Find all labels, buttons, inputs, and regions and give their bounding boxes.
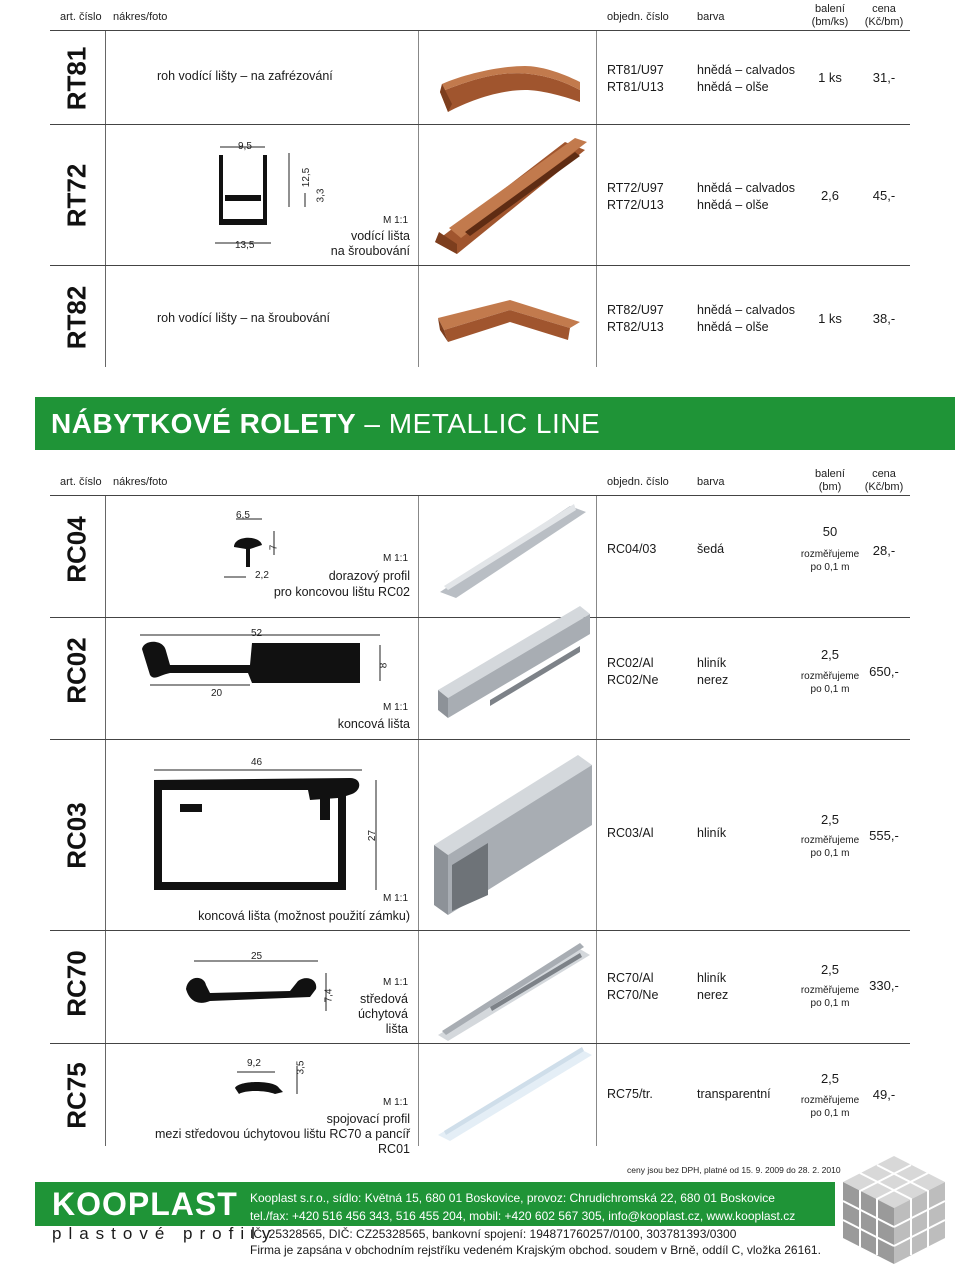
- code-rc70: RC70: [61, 950, 92, 1017]
- photo-rt72: [425, 132, 595, 262]
- order-code: RT81/U13: [607, 80, 664, 94]
- company-logo: KOOPLAST: [52, 1186, 238, 1222]
- code-rt82: RT82: [61, 285, 92, 350]
- footer-line-4: Firma je zapsána v obchodním rejstříku vedeném Krajským obchod. soudem v Brně, oddíl C, vložka 26161.: [250, 1243, 821, 1257]
- header2-rule: [50, 495, 910, 496]
- color-name: hnědá – calvados: [697, 181, 795, 195]
- dim-rc04-a: 6,5: [236, 510, 250, 521]
- header-baleni-2: (bm/ks): [811, 16, 849, 28]
- pack-note-line: po 0,1 m: [810, 1108, 850, 1119]
- desc-line: mezi středovou úchytovou lištu RC70 a pancíř RC01: [155, 1127, 410, 1156]
- orders-rt81: [607, 62, 664, 96]
- header2-nakres: nákres/foto: [113, 476, 168, 488]
- company-logo-tagline: plastové profily: [52, 1224, 278, 1243]
- col-divider: [596, 31, 597, 367]
- color-name: nerez: [697, 988, 729, 1002]
- photo-rc04: [430, 502, 590, 602]
- pack-note-line: rozměřujeme: [800, 985, 860, 996]
- pack-note-rc70: [795, 984, 865, 1010]
- scale-rc04: M 1:1: [383, 553, 409, 564]
- footer-line-3: IČ: 25328565, DIČ: CZ25328565, bankovní spojení: 194871760257/0100, 303781393/0300: [250, 1227, 737, 1241]
- scale-rc75: M 1:1: [383, 1097, 409, 1108]
- scale-rc70: M 1:1: [383, 977, 409, 988]
- price-rc03: 555,-: [869, 828, 899, 843]
- code-rc75: RC75: [61, 1062, 92, 1129]
- order-code: RT81/U97: [607, 63, 664, 77]
- header-art: art. číslo: [60, 11, 102, 23]
- code-rt81: RT81: [61, 46, 92, 111]
- dim-rc70-b: 7,4: [323, 988, 335, 1003]
- header2-baleni-1: balení: [815, 468, 845, 480]
- header-cena: [858, 3, 910, 29]
- col-divider: [418, 31, 419, 367]
- dim-rt72-b: 12,5: [301, 167, 313, 188]
- section-banner: [35, 397, 955, 450]
- color-name: hnědá – calvados: [697, 303, 795, 317]
- pack-note-line: rozměřujeme: [800, 549, 860, 560]
- header2-objedn: objedn. číslo: [607, 476, 669, 488]
- color-name: nerez: [697, 673, 729, 687]
- drawing-rc02: [130, 625, 400, 705]
- photo-rc03: [428, 745, 596, 915]
- order-code: RT82/U13: [607, 320, 664, 334]
- color-name: hnědá – olše: [697, 198, 769, 212]
- pack-note-line: rozměřujeme: [800, 671, 860, 682]
- dim-rc04-b: 7: [268, 544, 280, 551]
- orders-rt72: [607, 180, 664, 214]
- price-rc75: 49,-: [872, 1087, 896, 1102]
- col-divider: [105, 496, 106, 1146]
- pack-note-line: po 0,1 m: [810, 562, 850, 573]
- dim-rc75-b: 3,5: [295, 1060, 307, 1075]
- footer-line-2: tel./fax: +420 516 456 343, 516 455 204, mobil: +420 602 567 305, info@kooplast.cz, www.kooplast.cz: [250, 1209, 796, 1223]
- dim-rc70-a: 25: [251, 951, 263, 962]
- pack-rc02: 2,5: [820, 647, 840, 662]
- dim-rc03-a: 46: [251, 757, 263, 768]
- order-code: RC02/Al: [607, 656, 654, 670]
- photo-rt82: [430, 278, 590, 358]
- desc-line: na šroubování: [330, 244, 410, 258]
- order-code: RT72/U97: [607, 181, 664, 195]
- dim-rc75-a: 9,2: [247, 1058, 261, 1069]
- desc-line: dorazový profil: [328, 569, 410, 583]
- order-code: RC70/Al: [607, 971, 654, 985]
- col-divider: [596, 496, 597, 1146]
- header-rule: [50, 30, 910, 31]
- drawing-rc03: [140, 750, 390, 900]
- code-rc02: RC02: [61, 637, 92, 704]
- header-cena-2: (Kč/bm): [864, 16, 904, 28]
- row-rule: [50, 1043, 910, 1044]
- orders-rc70: [607, 970, 658, 1004]
- colors-rt81: [697, 62, 795, 96]
- dim-rt72-a: 9,5: [238, 141, 252, 152]
- pack-note-rc75: [795, 1094, 865, 1120]
- order-code: RC02/Ne: [607, 673, 659, 687]
- desc-rc75: [120, 1112, 410, 1157]
- orders-rc02: [607, 655, 658, 689]
- footer-line-1: Kooplast s.r.o., sídlo: Květná 15, 680 01 Boskovice, provoz: Chrudichromská 22, 680 01 Boskovice: [250, 1191, 775, 1205]
- row-rule: [50, 739, 910, 740]
- dim-rt72-c: 3,3: [315, 188, 327, 203]
- header-baleni: [800, 3, 860, 29]
- row-rule: [50, 124, 910, 125]
- price-rt82: 38,-: [872, 311, 896, 326]
- scale-rc02: M 1:1: [383, 702, 409, 713]
- pack-rt81: 1 ks: [818, 70, 842, 85]
- pack-note-line: po 0,1 m: [810, 998, 850, 1009]
- pack-note-line: rozměřujeme: [800, 1095, 860, 1106]
- desc-line: pro koncovou lištu RC02: [273, 585, 410, 599]
- order-code: RT82/U97: [607, 303, 664, 317]
- dim-rc03-b: 27: [367, 829, 379, 842]
- header2-baleni-2: (bm): [818, 481, 842, 493]
- pack-rc04: 50: [822, 524, 838, 539]
- pack-rc75: 2,5: [820, 1071, 840, 1086]
- dim-rc02-c: 20: [211, 688, 223, 699]
- order-rc04: RC04/03: [607, 542, 657, 556]
- section-title-bold: NÁBYTKOVÉ ROLETY: [51, 408, 357, 439]
- order-code: RC70/Ne: [607, 988, 659, 1002]
- desc-rc70: [330, 992, 408, 1037]
- desc-rc03: koncová lišta (možnost použití zámku): [198, 909, 410, 923]
- dim-rc02-b: 8: [378, 662, 390, 669]
- pack-note-rc03: [795, 834, 865, 860]
- order-rc03: RC03/Al: [607, 826, 654, 840]
- desc-rc04: [250, 568, 410, 600]
- photo-rc02: [430, 600, 595, 730]
- code-rt72: RT72: [61, 163, 92, 228]
- desc-rc02: koncová lišta: [337, 717, 410, 731]
- scale-rc03: M 1:1: [383, 893, 409, 904]
- header2-cena-1: cena: [872, 468, 896, 480]
- section-title-dash: –: [356, 408, 389, 439]
- code-rc04: RC04: [61, 516, 92, 583]
- pack-note-line: po 0,1 m: [810, 684, 850, 695]
- color-rc03: hliník: [697, 826, 727, 840]
- cube-logo-icon: [835, 1150, 953, 1268]
- pack-rt82: 1 ks: [818, 311, 842, 326]
- price-rc70: 330,-: [869, 978, 899, 993]
- pack-note-rc02: [795, 670, 865, 696]
- pack-rc03: 2,5: [820, 812, 840, 827]
- header-cena-1: cena: [872, 3, 896, 15]
- row-rule: [50, 265, 910, 266]
- desc-line: spojovací profil: [326, 1112, 410, 1126]
- col-divider: [105, 31, 106, 367]
- pack-note-line: rozměřujeme: [800, 835, 860, 846]
- order-code: RT72/U13: [607, 198, 664, 212]
- order-rc75: RC75/tr.: [607, 1087, 653, 1101]
- desc-line: lišta: [385, 1022, 408, 1036]
- price-rt81: 31,-: [872, 70, 896, 85]
- code-rc03: RC03: [61, 802, 92, 869]
- colors-rt72: [697, 180, 795, 214]
- header-nakres: nákres/foto: [113, 11, 168, 23]
- desc-rt72: [330, 229, 410, 259]
- photo-rt81: [430, 40, 590, 120]
- header2-baleni: [800, 468, 860, 494]
- pack-note-line: po 0,1 m: [810, 848, 850, 859]
- desc-line: vodící lišta: [350, 229, 410, 243]
- price-rc04: 28,-: [872, 543, 896, 558]
- price-rt72: 45,-: [872, 188, 896, 203]
- colors-rt82: [697, 302, 795, 336]
- color-name: hnědá – olše: [697, 80, 769, 94]
- color-name: hnědá – calvados: [697, 63, 795, 77]
- header2-cena-2: (Kč/bm): [864, 481, 904, 493]
- color-rc75: transparentní: [697, 1087, 771, 1101]
- color-name: hliník: [697, 971, 727, 985]
- dim-rc04-c: 2,2: [255, 570, 269, 581]
- photo-rc70: [430, 935, 595, 1045]
- price-validity: ceny jsou bez DPH, platné od 15. 9. 2009 do 28. 2. 2010: [627, 1165, 841, 1175]
- header-objedn: objedn. číslo: [607, 11, 669, 23]
- header2-art: art. číslo: [60, 476, 102, 488]
- header2-barva: barva: [697, 476, 725, 488]
- pack-rt72: 2,6: [820, 188, 840, 203]
- desc-line: úchytová: [357, 1007, 408, 1021]
- section-title-light: METALLIC LINE: [388, 408, 601, 439]
- photo-rc75: [430, 1045, 595, 1145]
- header2-cena: [858, 468, 910, 494]
- color-rc04: šedá: [697, 542, 725, 556]
- row-rule: [50, 930, 910, 931]
- col-divider: [418, 496, 419, 1146]
- desc-line: středová: [360, 992, 408, 1006]
- scale-rt72: M 1:1: [383, 215, 409, 226]
- desc-rt81: roh vodící lišty – na zafrézování: [157, 69, 333, 83]
- header-baleni-1: balení: [815, 3, 845, 15]
- pack-rc70: 2,5: [820, 962, 840, 977]
- header-barva: barva: [697, 11, 725, 23]
- pack-note-rc04: [795, 548, 865, 574]
- color-name: hnědá – olše: [697, 320, 769, 334]
- orders-rt82: [607, 302, 664, 336]
- dim-rt72-d: 13,5: [235, 240, 255, 251]
- colors-rc02: [697, 655, 728, 689]
- desc-rt82: roh vodící lišty – na šroubování: [157, 311, 331, 325]
- colors-rc70: [697, 970, 728, 1004]
- price-rc02: 650,-: [869, 664, 899, 679]
- dim-rc02-a: 52: [251, 628, 263, 639]
- color-name: hliník: [697, 656, 727, 670]
